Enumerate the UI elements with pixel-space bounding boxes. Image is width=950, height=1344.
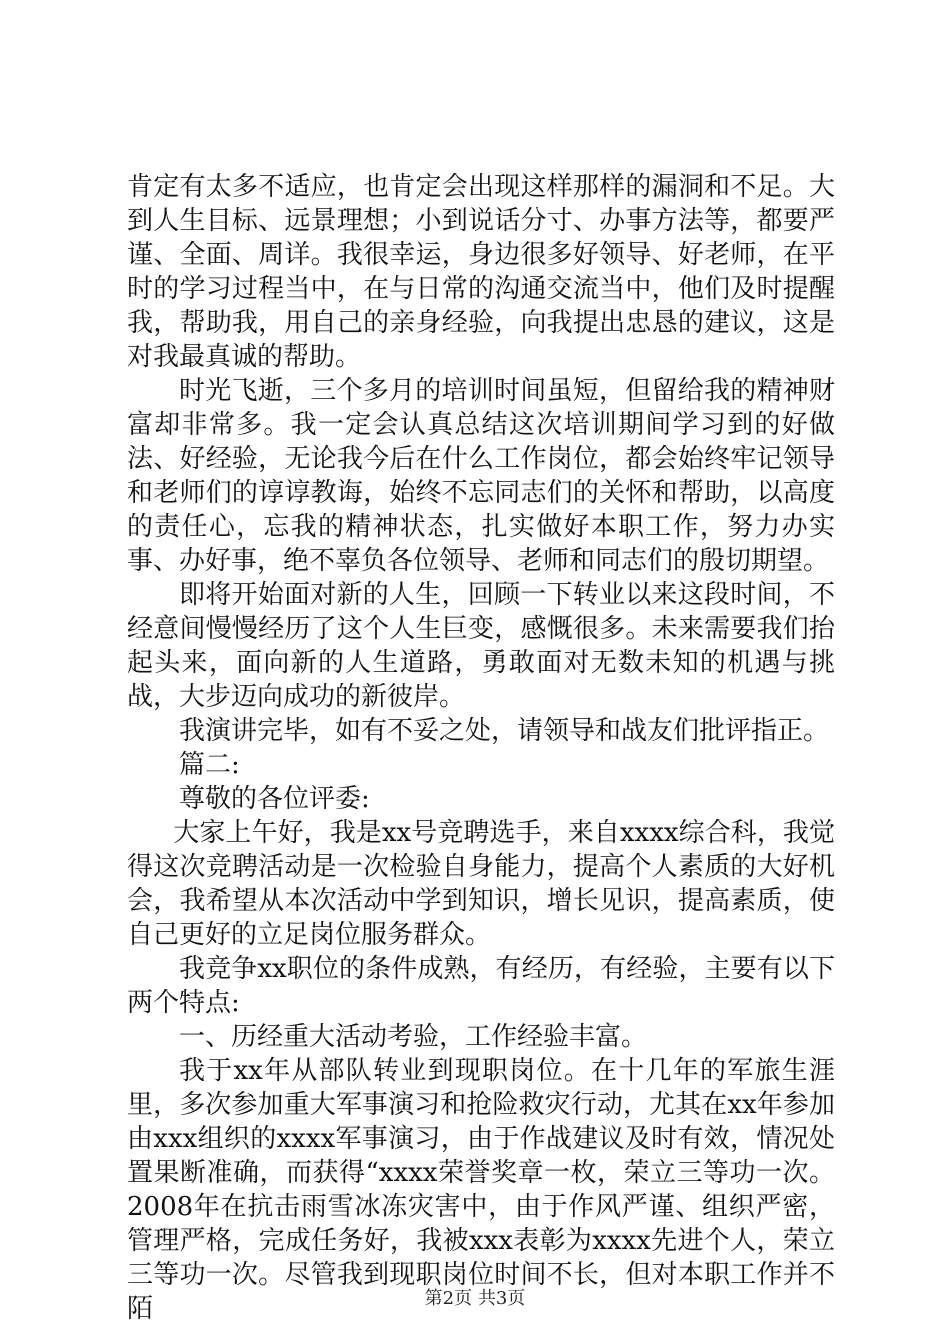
salutation: 尊敬的各位评委:	[179, 784, 370, 814]
document-body	[127, 170, 835, 1326]
page-footer: 第2页 共3页	[424, 1288, 526, 1309]
paragraph-1: 肯定有太多不适应，也肯定会出现这样那样的漏洞和不足。大到人生目标、远景理想；小到说话分寸、办事方法等，都要严谨、全面、周详。我很幸运，身边很多好领导、好老师，在平时的学习过程当中，在与日常的沟通交流当中，他们及时提醒我，帮助我，用自己的亲身经验，向我提出忠恳的建议，这是对我最真诚的帮助。	[127, 172, 835, 372]
paragraph-4: 我演讲完毕，如有不妥之处，请领导和战友们批评指正。	[179, 716, 830, 746]
paragraph-5: 大家上午好，我是xx号竞聘选手，来自xxxx综合科，我觉得这次竞聘活动是一次检验自身能力，提高个人素质的大好机会，我希望从本次活动中学到知识，增长见识，提高素质，使自己更好的立足岗位服务群众。	[127, 818, 835, 950]
paragraph-6: 我竞争xx职位的条件成熟，有经历，有经验，主要有以下两个特点:	[127, 954, 835, 1018]
subheading-1: 一、历经重大活动考验，工作经验丰富。	[179, 1022, 648, 1052]
section-heading: 篇二:	[179, 750, 240, 780]
paragraph-7: 我于xx年从部队转业到现职岗位。在十几年的军旅生涯里，多次参加重大军事演习和抢险救灾行动，尤其在xx年参加由xxx组织的xxxx军事演习，由于作战建议及时有效，情况处置果断准确，而获得“xxxx荣誉奖章一枚，荣立三等功一次。2008年在抗击雨雪冰冻灾害中，由于作风严谨、组织严密，管理严格，完成任务好，我被xxx表彰为xxxx先进个人，荣立三等功一次。尽管我到现职岗位时间不长，但对本职工作并不陌	[127, 1056, 835, 1324]
paragraph-3: 即将开始面对新的人生，回顾一下转业以来这段时间，不经意间慢慢经历了这个人生巨变，感慨很多。未来需要我们抬起头来，面向新的人生道路，勇敢面对无数未知的机遇与挑战，大步迈向成功的新彼岸。	[127, 580, 835, 712]
paragraph-2: 时光飞逝，三个多月的培训时间虽短，但留给我的精神财富却非常多。我一定会认真总结这次培训期间学习到的好做法、好经验，无论我今后在什么工作岗位，都会始终牢记领导和老师们的谆谆教诲，始终不忘同志们的关怀和帮助，以高度的责任心，忘我的精神状态，扎实做好本职工作，努力办实事、办好事，绝不辜负各位领导、老师和同志们的殷切期望。	[127, 376, 835, 576]
